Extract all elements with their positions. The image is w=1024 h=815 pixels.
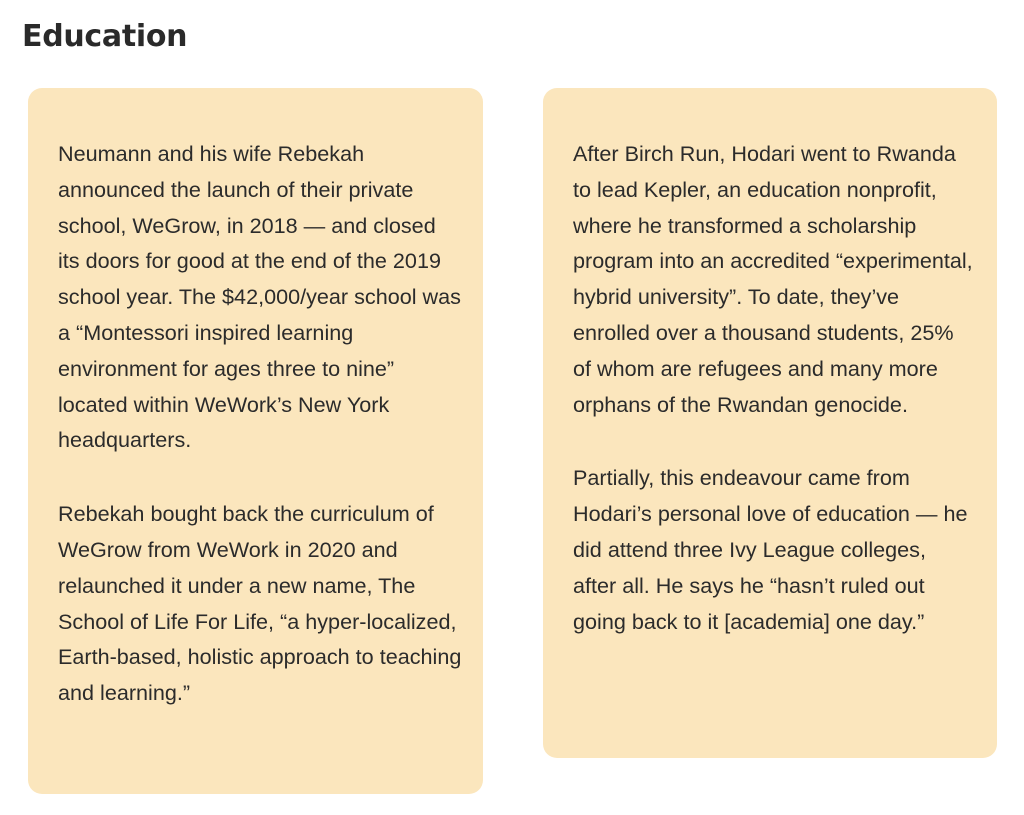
- card-paragraph: After Birch Run, Hodari went to Rwanda to lead Kepler, an education nonprofit, where he transformed a scholarship program into an accredited “experimental, hybrid university”. To date, they’ve enrolled over a thousand students, 25% of whom are refugees and many more orphans of the Rwandan genocide.: [573, 141, 973, 417]
- card-body: [573, 136, 973, 639]
- education-card-hodari: [543, 88, 997, 758]
- section-title: Education: [22, 19, 188, 54]
- card-body: [58, 136, 463, 711]
- card-paragraph: Neumann and his wife Rebekah announced the launch of their private school, WeGrow, in 2018 — and closed its doors for good at the end of the 2019 school year. The $42,000/year school was a “Montessori inspired learning environment for ages three to nine” located within WeWork’s New York headquarters.: [58, 141, 461, 453]
- card-paragraph: Partially, this endeavour came from Hodari’s personal love of education — he did attend three Ivy League colleges, after all. He says he “hasn’t ruled out going back to it [academia] one day.”: [573, 465, 968, 634]
- education-card-neumann: [28, 88, 483, 794]
- card-paragraph: Rebekah bought back the curriculum of WeGrow from WeWork in 2020 and relaunched it under a new name, The School of Life For Life, “a hyper-localized, Earth-based, holistic approach to teaching and learning.”: [58, 501, 462, 706]
